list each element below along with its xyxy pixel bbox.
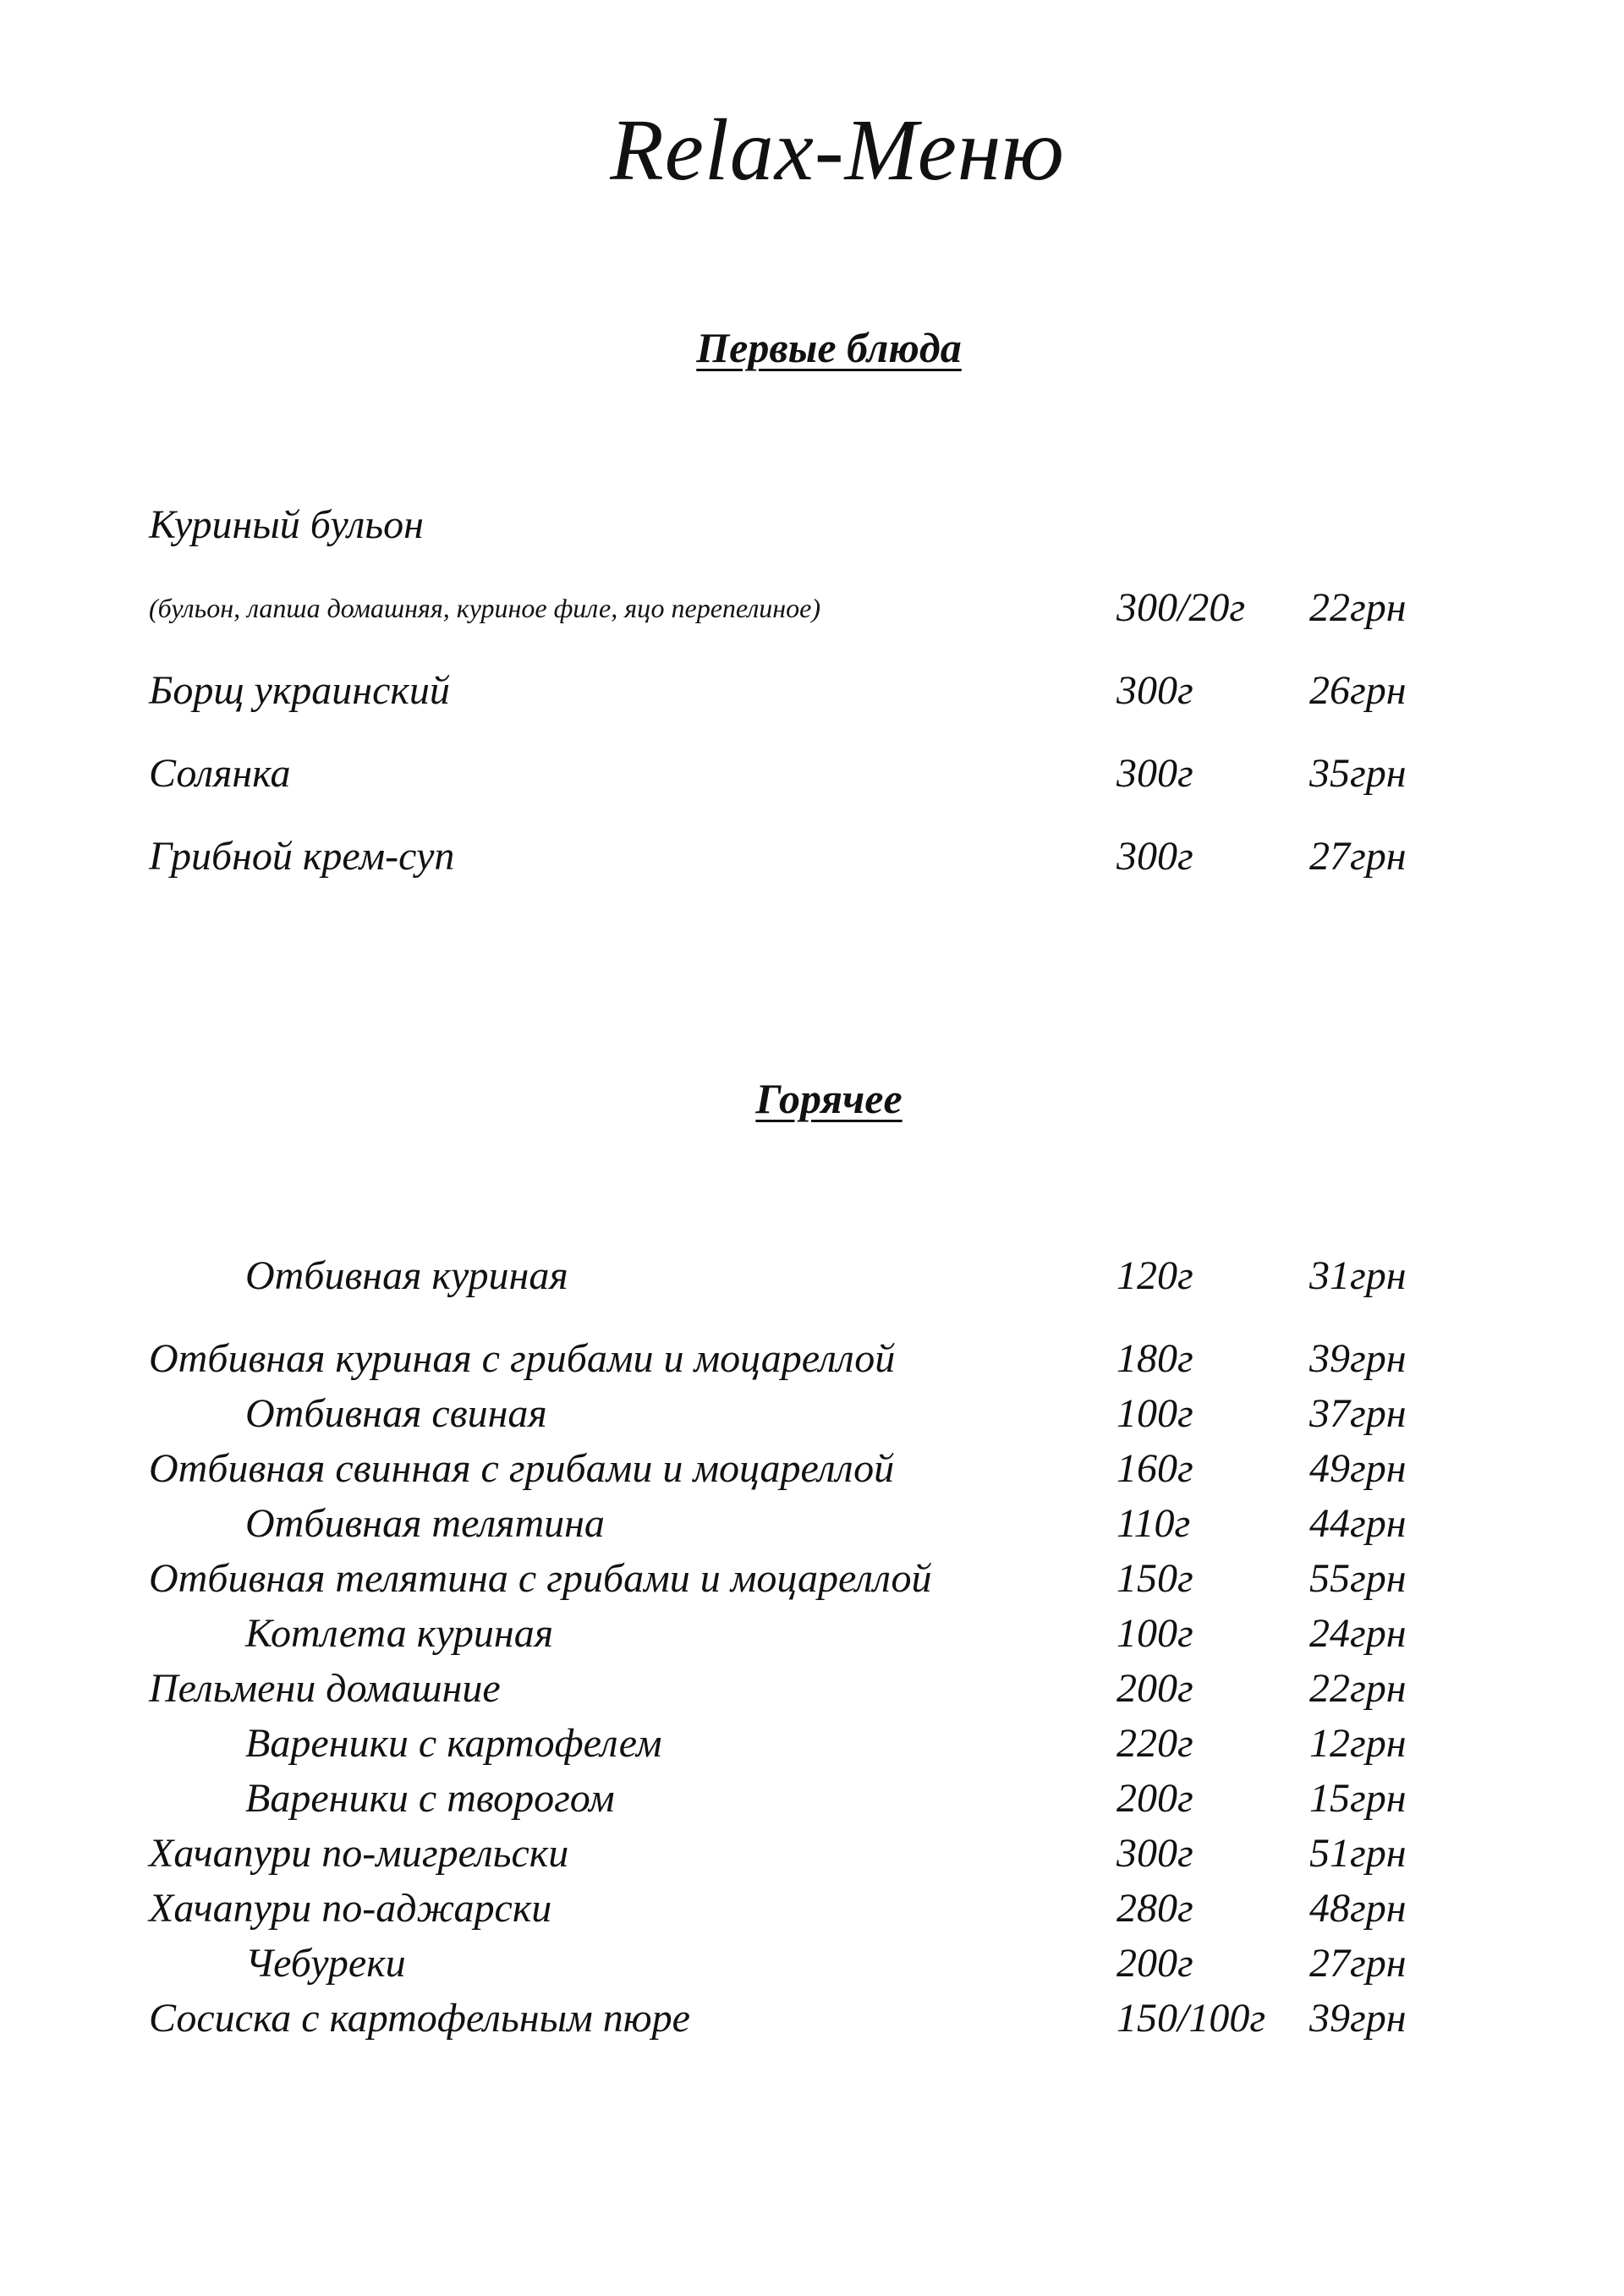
item-weight: 220г	[1116, 1721, 1193, 1766]
item-weight: 180г	[1116, 1336, 1193, 1381]
item-weight: 100г	[1116, 1391, 1193, 1436]
item-name: Хачапури по-мигрельски	[149, 1831, 569, 1876]
item-name: Отбивная куриная	[245, 1253, 568, 1298]
item-weight: 280г	[1116, 1886, 1193, 1931]
item-price: 48грн	[1309, 1886, 1407, 1931]
item-price: 22грн	[1309, 585, 1407, 630]
item-name: Грибной крем-суп	[149, 834, 455, 879]
item-price: 39грн	[1309, 1336, 1407, 1381]
menu-item	[0, 499, 1624, 551]
section-title-hot-dishes: Горячее	[755, 1075, 903, 1122]
menu-item	[0, 1250, 1624, 1302]
item-weight: 150г	[1116, 1556, 1193, 1601]
item-weight: 120г	[1116, 1253, 1193, 1298]
item-weight: 300г	[1116, 751, 1193, 796]
menu-item	[0, 1882, 1624, 1935]
item-name: Сосиска с картофельным пюре	[149, 1996, 690, 2041]
menu-item	[0, 1718, 1624, 1770]
item-price: 24грн	[1309, 1611, 1407, 1656]
item-price: 44грн	[1309, 1501, 1407, 1546]
menu-item	[0, 1443, 1624, 1495]
menu-item	[0, 1608, 1624, 1660]
menu-title: Relax-Меню	[610, 101, 1065, 199]
item-price: 49грн	[1309, 1446, 1407, 1491]
item-name: Отбивная телятина с грибами и моцареллой	[149, 1556, 932, 1601]
item-price: 27грн	[1309, 834, 1407, 879]
item-price: 31грн	[1309, 1253, 1407, 1298]
item-weight: 300г	[1116, 668, 1193, 713]
item-weight: 300г	[1116, 834, 1193, 879]
item-name: Чебуреки	[245, 1941, 406, 1986]
item-weight: 200г	[1116, 1941, 1193, 1986]
item-name: Борщ украинский	[149, 668, 450, 713]
item-name: Отбивная телятина	[245, 1501, 605, 1546]
menu-item	[0, 1992, 1624, 2045]
item-weight: 300/20г	[1116, 585, 1246, 630]
item-name: Вареники с картофелем	[245, 1721, 662, 1766]
item-weight: 150/100г	[1116, 1996, 1266, 2041]
item-name: Солянка	[149, 751, 291, 796]
item-price: 51грн	[1309, 1831, 1407, 1876]
menu-item	[0, 1937, 1624, 1990]
menu-item	[0, 582, 1624, 634]
menu-item	[0, 1498, 1624, 1550]
item-name: Отбивная свиная	[245, 1391, 547, 1436]
item-name: Котлета куриная	[245, 1611, 554, 1656]
item-price: 12грн	[1309, 1721, 1407, 1766]
item-name: Отбивная куриная с грибами и моцареллой	[149, 1336, 896, 1381]
item-price: 35грн	[1309, 751, 1407, 796]
item-weight: 200г	[1116, 1666, 1193, 1711]
item-weight: 160г	[1116, 1446, 1193, 1491]
item-price: 27грн	[1309, 1941, 1407, 1986]
item-weight: 100г	[1116, 1611, 1193, 1656]
menu-item	[0, 830, 1624, 883]
item-price: 55грн	[1309, 1556, 1407, 1601]
item-price: 37грн	[1309, 1391, 1407, 1436]
item-price: 26грн	[1309, 668, 1407, 713]
item-name: Хачапури по-аджарски	[149, 1886, 552, 1931]
menu-item	[0, 665, 1624, 717]
menu-item	[0, 1388, 1624, 1440]
item-price: 22грн	[1309, 1666, 1407, 1711]
item-name: Пельмени домашние	[149, 1666, 501, 1711]
menu-item	[0, 1773, 1624, 1825]
menu-item	[0, 748, 1624, 800]
item-name: Вареники с творогом	[245, 1776, 615, 1821]
menu-item	[0, 1553, 1624, 1605]
item-name: Куриный бульон	[149, 502, 424, 547]
item-weight: 300г	[1116, 1831, 1193, 1876]
item-description: (бульон, лапша домашняя, куриное филе, яцо перепелиное)	[149, 593, 820, 623]
section-title-first-courses: Первые блюда	[696, 324, 962, 371]
menu-item	[0, 1333, 1624, 1385]
item-name: Отбивная свинная с грибами и моцареллой	[149, 1446, 895, 1491]
menu-item	[0, 1663, 1624, 1715]
item-weight: 110г	[1116, 1501, 1191, 1546]
item-weight: 200г	[1116, 1776, 1193, 1821]
menu-item	[0, 1827, 1624, 1880]
item-price: 39грн	[1309, 1996, 1407, 2041]
item-price: 15грн	[1309, 1776, 1407, 1821]
